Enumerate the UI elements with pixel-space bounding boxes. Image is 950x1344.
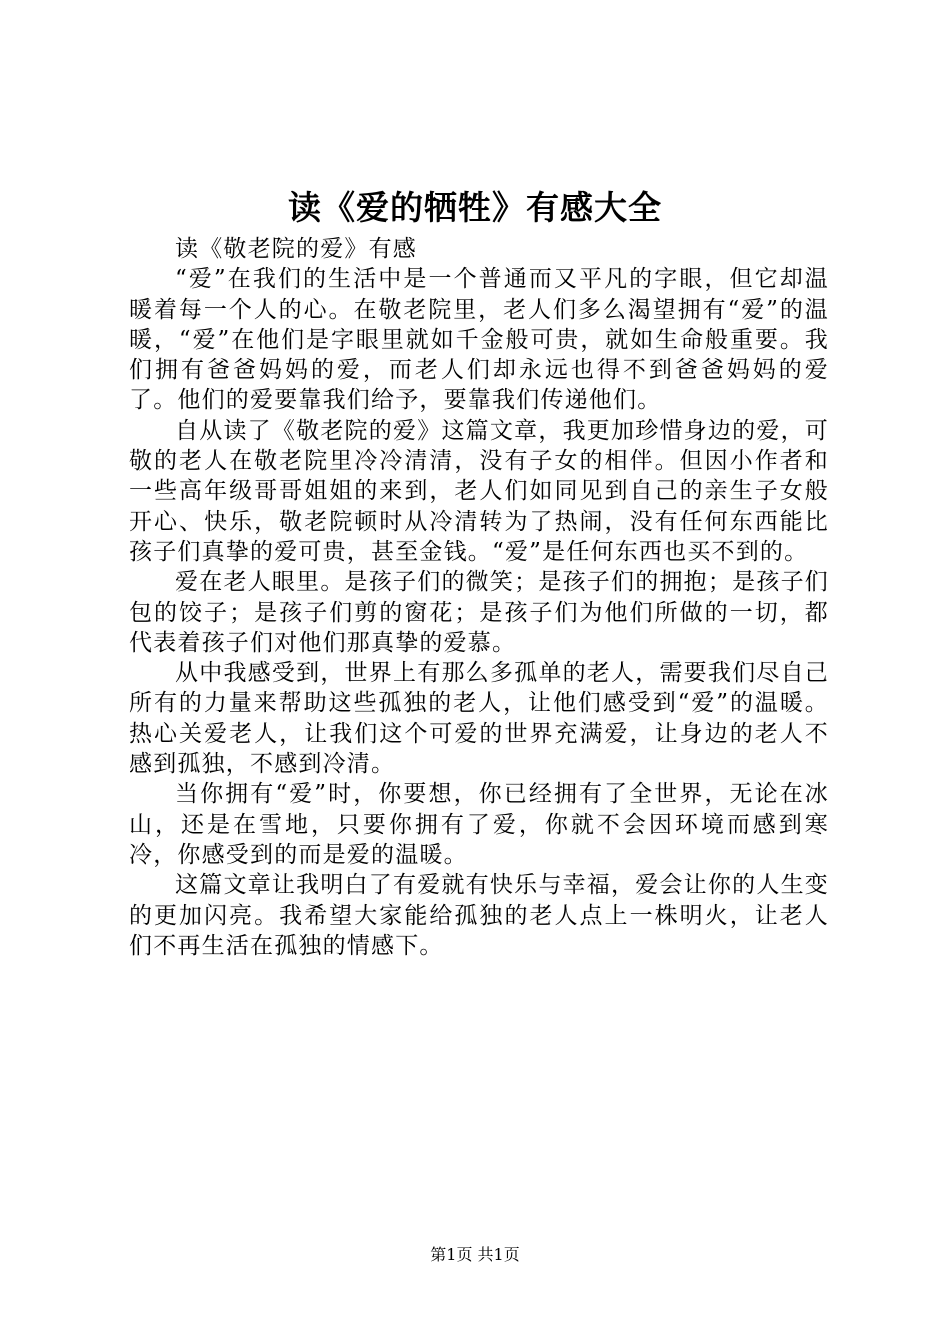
page-footer: 第1页 共1页 [430, 1245, 520, 1264]
document-title: 读《爱的牺牲》有感大全 [288, 188, 662, 227]
paragraph: 自从读了《敬老院的爱》这篇文章，我更加珍惜身边的爱，可敬的老人在敬老院里冷冷清清，没有子女的相伴。但因小作者和一些高年级哥哥姐姐的来到，老人们如同见到自己的亲生子女般开心、快乐，敬老院顿时从冷清转为了热闹，没有任何东西能比孩子们真挚的爱可贵，甚至金钱。“爱”是任何东西也买不到的。 [129, 417, 829, 565]
paragraph: 爱在老人眼里。是孩子们的微笑；是孩子们的拥抱；是孩子们包的饺子；是孩子们剪的窗花；是孩子们为他们所做的一切，都代表着孩子们对他们那真挚的爱慕。 [129, 569, 829, 656]
paragraph: 当你拥有“爱”时，你要想，你已经拥有了全世界，无论在冰山，还是在雪地，只要你拥有了爱，你就不会因环境而感到寒冷，你感受到的而是爱的温暖。 [129, 781, 829, 868]
paragraph: 从中我感受到，世界上有那么多孤单的老人，需要我们尽自己所有的力量来帮助这些孤独的老人，让他们感受到“爱”的温暖。热心关爱老人，让我们这个可爱的世界充满爱，让身边的老人不感到孤独，不感到冷清。 [129, 660, 829, 778]
paragraph: 这篇文章让我明白了有爱就有快乐与幸福，爱会让你的人生变的更加闪亮。我希望大家能给孤独的老人点上一株明火，让老人们不再生活在孤独的情感下。 [129, 872, 829, 959]
subtitle-paragraph: 读《敬老院的爱》有感 [175, 236, 417, 262]
document-body [129, 234, 829, 961]
paragraph: “爱”在我们的生活中是一个普通而又平凡的字眼，但它却温暖着每一个人的心。在敬老院里，老人们多么渴望拥有“爱”的温暖，“爱”在他们是字眼里就如千金般可贵，就如生命般重要。我们拥有爸爸妈妈的爱，而老人们却永远也得不到爸爸妈妈的爱了。他们的爱要靠我们给予，要靠我们传递他们。 [129, 266, 829, 414]
